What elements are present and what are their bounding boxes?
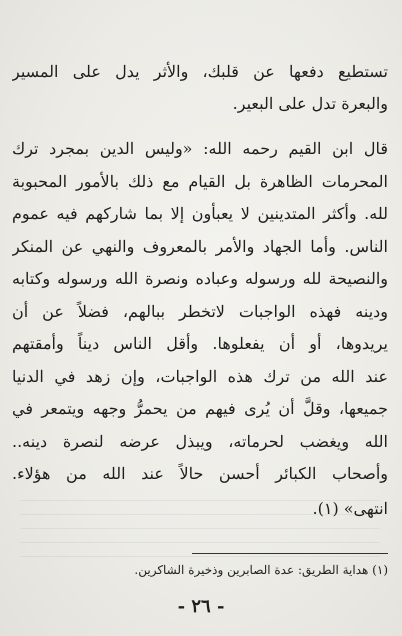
text-line: جميعها، وقلَّ أن يُرى فيهم من يحمرُّ وجهه ويتمعر في (12, 399, 388, 418)
text-line: قال ابن القيم رحمه الله: «وليس الدين بمجرد ترك (12, 139, 388, 158)
text-line: ودينه فهذه الواجبات لاتخطر ببالهم، فضلاً عن أن (12, 302, 388, 321)
page-number: - ٢٦ - (177, 596, 225, 617)
text-line: يريدوها، أو أن يفعلوها. وأقل الناس ديناً وأمقتهم (12, 334, 388, 353)
text-line: لله. وأكثر المتدينين لا يعبأون إلا بما شاركهم فيه عموم (12, 204, 388, 223)
text-line: تستطيع دفعها عن قلبك، والأثر يدل على المسير (12, 62, 388, 81)
text-line: عند الله من ترك هذه الواجبات، وإن زهد في الدنيا (12, 367, 388, 386)
footnote-separator (192, 553, 388, 554)
text-line: الله ويغضب لحرماته، ويبذل عرضه لنصرة دينه.. (12, 432, 388, 451)
text-line: الناس. وأما الجهاد والأمر بالمعروف والنهي عن المنكر (12, 237, 388, 256)
text-line: والنصيحة لله ورسوله وعباده ونصرة الله ورسوله وكتابه (12, 269, 388, 288)
text-line: انتهى» (١). (312, 499, 388, 518)
footnote: (١) هداية الطريق: عدة الصابرين وذخيرة الشاكرين. (134, 563, 388, 577)
text-line: والبعرة تدل على البعير. (232, 94, 388, 113)
text-line: المحرمات الظاهرة بل القيام مع ذلك بالأمور المحبوبة (12, 172, 388, 191)
text-line: وأصحاب الكبائر أحسن حالاً عند الله من هؤلاء. (12, 464, 388, 483)
